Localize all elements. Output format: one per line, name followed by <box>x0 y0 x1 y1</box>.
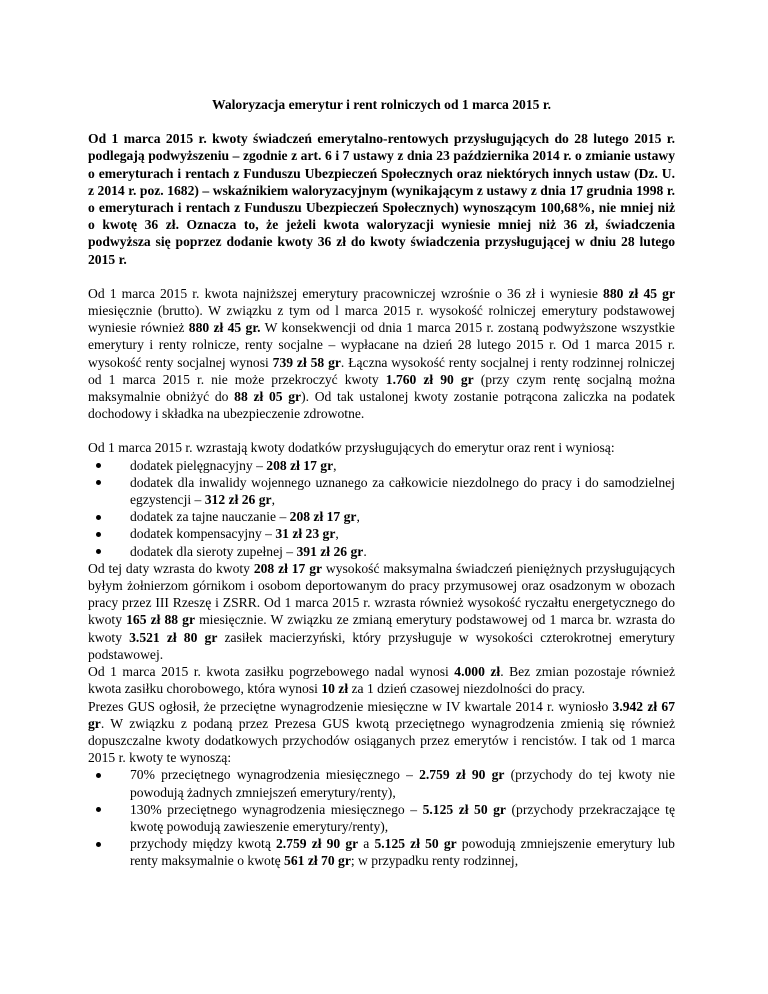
bullet-icon <box>88 457 108 474</box>
bullet-icon <box>88 543 108 560</box>
bullet-icon <box>88 801 108 818</box>
gus-salary-paragraph: Prezes GUS ogłosił, że przeciętne wynagrodzenie miesięczne w IV kwartale 2014 r. wyniosło 3.942 zł 67 gr. W związku z podaną przez Prezesa GUS kwotą przeciętnego wynagrodzenia zmienią się również dopuszczalne kwoty dodatkowych przychodów osiąganych przez emerytów i rencistów. I tak od 1 marca 2015 r. kwoty te wynoszą: <box>88 698 675 766</box>
list-item: dodatek pielęgnacyjny – 208 zł 17 gr, <box>88 457 675 474</box>
list-item: przychody między kwotą 2.759 zł 90 gr a 5.125 zł 50 gr powodują zmniejszenie emerytury lub renty maksymalnie o kwotę 561 zł 70 gr; w przypadku renty rodzinnej, <box>88 835 675 869</box>
document-title: Waloryzacja emerytur i rent rolniczych od 1 marca 2015 r. <box>211 97 552 112</box>
list-item: dodatek kompensacyjny – 31 zł 23 gr, <box>88 525 675 542</box>
list-item: dodatek dla sieroty zupełnej – 391 zł 26 gr. <box>88 543 675 560</box>
allowances-lead: Od 1 marca 2015 r. wzrastają kwoty dodatków przysługujących do emerytur oraz rent i wyniosą: <box>88 440 615 456</box>
allowances-list <box>88 457 675 560</box>
list-item: dodatek dla inwalidy wojennego uznanego za całkowicie niezdolnego do pracy i do samodzielnej egzystencji – 312 zł 26 gr, <box>88 474 675 508</box>
bullet-icon <box>88 525 108 542</box>
funeral-allowance-paragraph: Od 1 marca 2015 r. kwota zasiłku pogrzebowego nadal wynosi 4.000 zł. Bez zmian pozostaje również kwota zasiłku chorobowego, która wynosi 10 zł za 1 dzień czasowej niezdolności do pracy. <box>88 664 675 697</box>
pension-paragraph: Od 1 marca 2015 r. kwota najniższej emerytury pracowniczej wzrośnie o 36 zł i wyniesie 880 zł 45 gr miesięcznie (brutto). W związku z tym od l marca 2015 r. wysokość rolniczej emerytury podstawowej wyniesie również 880 zł 45 gr. W konsekwencji od dnia 1 marca 2015 r. zostaną podwyższone wszystkie emerytury i renty rolnicze, renty socjalne – wypłacane na dzień 28 lutego 2015 r. Od 1 marca 2015 r. wysokość renty socjalnej wynosi 739 zł 58 gr. Łączna wysokość renty socjalnej i renty rodzinnej rolniczej od 1 marca 2015 r. nie może przekroczyć kwoty 1.760 zł 90 gr (przy czym rentę socjalną można maksymalnie obniżyć do 88 zł 05 gr). Od tak ustalonej kwoty zostanie potrącona zaliczka na podatek dochodowy i składka na ubezpieczenie zdrowotne. <box>88 285 676 422</box>
benefits-paragraph: Od tej daty wzrasta do kwoty 208 zł 17 gr wysokość maksymalna świadczeń pieniężnych przysługujących byłym żołnierzom górnikom i osobom deportowanym do pracy przymusowej oraz osadzonym w obozach pracy przez III Rzeszę i ZSRR. Od 1 marca 2015 r. wzrasta również wysokość ryczałtu energetycznego do kwoty 165 zł 88 gr miesięcznie. W związku ze zmianą emerytury podstawowej od 1 marca br. wzrasta do kwoty 3.521 zł 80 gr zasiłek macierzyński, który przysługuje w wysokości czterokrotnej emerytury podstawowej. <box>88 560 676 662</box>
income-thresholds-list <box>88 766 675 869</box>
document-page <box>88 96 675 870</box>
bullet-icon <box>88 508 108 525</box>
bullet-icon <box>88 474 108 491</box>
bullet-icon <box>88 766 108 783</box>
intro-paragraph: Od 1 marca 2015 r. kwoty świadczeń emerytalno-rentowych przysługujących do 28 lutego 2015 r. podlegają podwyższeniu – zgodnie z art. 6 i 7 ustawy z dnia 23 października 2014 r. o zmianie ustawy o emeryturach i rentach z Funduszu Ubezpieczeń Społecznych oraz niektórych innych ustaw (Dz. U. z 2014 r. poz. 1682) – wskaźnikiem waloryzacyjnym (wynikającym z ustawy z dnia 17 grudnia 1998 r. o emeryturach i rentach z Funduszu Ubezpieczeń Społecznych) wynoszącym 100,68%, nie mniej niż o kwotę 36 zł. Oznacza to, że jeżeli kwota waloryzacji wyniesie mniej niż 36 zł, świadczenia podwyższa się poprzez dodanie kwoty 36 zł do kwoty świadczenia przysługującej w dniu 28 lutego 2015 r. <box>88 131 675 267</box>
list-item: dodatek za tajne nauczanie – 208 zł 17 gr, <box>88 508 675 525</box>
bullet-icon <box>88 835 108 852</box>
list-item: 70% przeciętnego wynagrodzenia miesięcznego – 2.759 zł 90 gr (przychody do tej kwoty nie powodują żadnych zmniejszeń emerytury/renty), <box>88 766 675 800</box>
list-item: 130% przeciętnego wynagrodzenia miesięcznego – 5.125 zł 50 gr (przychody przekraczające tę kwotę powodują zawieszenie emerytury/renty), <box>88 801 675 835</box>
